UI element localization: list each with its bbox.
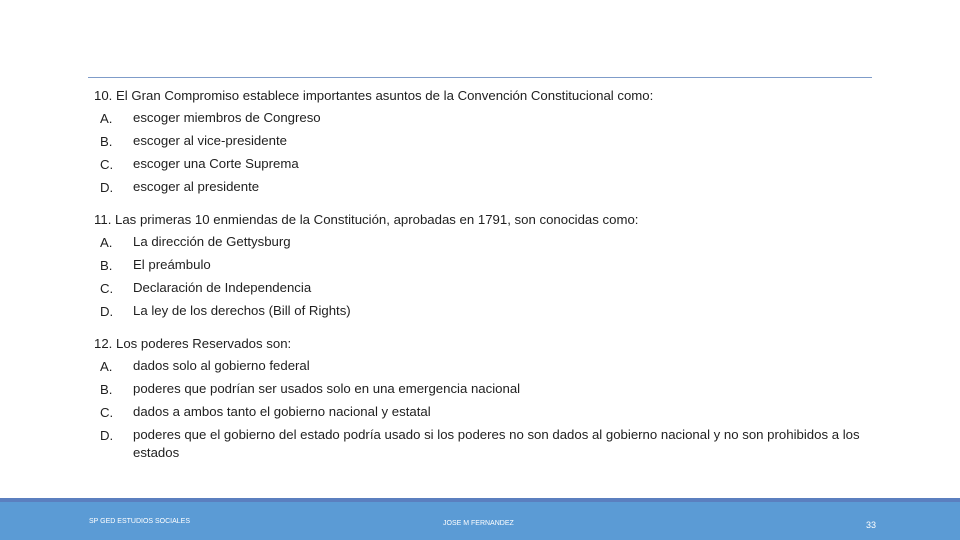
option-text: La ley de los derechos (Bill of Rights) xyxy=(133,303,351,318)
question-11 xyxy=(94,208,894,323)
option-text: escoger al presidente xyxy=(133,179,260,194)
option-letter: D. xyxy=(100,180,114,195)
option-d xyxy=(94,424,894,465)
question-10 xyxy=(94,84,894,199)
option-letter: C. xyxy=(100,281,114,296)
option-text: La dirección de Gettysburg xyxy=(133,234,291,249)
option-b xyxy=(94,130,894,153)
top-divider xyxy=(88,77,872,78)
option-c xyxy=(94,153,894,176)
option-d xyxy=(94,176,894,199)
option-letter: D. xyxy=(100,428,114,443)
option-letter: A. xyxy=(100,111,113,126)
question-title: 12. Los poderes Reservados son: xyxy=(94,336,292,351)
option-text: Declaración de Independencia xyxy=(133,280,312,295)
question-title: 10. El Gran Compromiso establece importantes asuntos de la Convención Constitucional como: xyxy=(94,88,654,103)
page-number: 33 xyxy=(866,520,877,530)
slide-content xyxy=(94,84,894,465)
question-title: 11. Las primeras 10 enmiendas de la Constitución, aprobadas en 1791, son conocidas como: xyxy=(94,212,639,227)
option-letter: D. xyxy=(100,304,114,319)
option-text: dados a ambos tanto el gobierno nacional y estatal xyxy=(133,404,431,419)
option-text: poderes que podrían ser usados solo en una emergencia nacional xyxy=(133,381,521,396)
footer-author: JOSE M FERNANDEZ xyxy=(443,520,514,527)
option-letter: B. xyxy=(100,134,113,149)
option-letter: A. xyxy=(100,359,113,374)
option-letter: B. xyxy=(100,382,113,397)
option-d xyxy=(94,300,894,323)
option-a xyxy=(94,355,894,378)
option-letter: C. xyxy=(100,405,114,420)
option-b xyxy=(94,378,894,401)
option-a xyxy=(94,231,894,254)
option-c xyxy=(94,277,894,300)
footer-course-label: SP GED ESTUDIOS SOCIALES xyxy=(89,518,191,525)
option-letter: A. xyxy=(100,235,113,250)
option-c xyxy=(94,401,894,424)
option-letter: C. xyxy=(100,157,114,172)
option-text: escoger al vice-presidente xyxy=(133,133,287,148)
question-12 xyxy=(94,332,894,465)
option-b xyxy=(94,254,894,277)
option-a xyxy=(94,107,894,130)
option-text: poderes que el gobierno del estado podría usado si los poderes no son dados al gobierno nacional y no son prohibidos a los estados xyxy=(133,427,860,460)
option-text: escoger una Corte Suprema xyxy=(133,156,299,171)
footer-band xyxy=(0,502,960,540)
option-text: dados solo al gobierno federal xyxy=(133,358,310,373)
option-letter: B. xyxy=(100,258,113,273)
option-text: escoger miembros de Congreso xyxy=(133,110,321,125)
option-text: El preámbulo xyxy=(133,257,211,272)
